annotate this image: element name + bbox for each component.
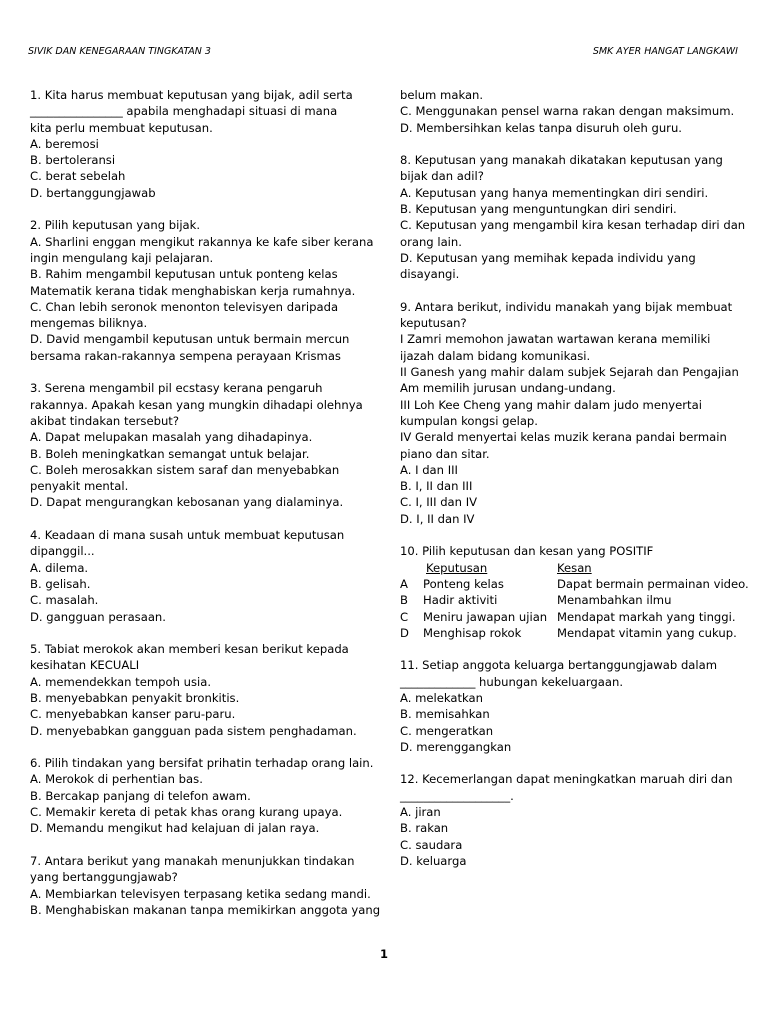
question-line: kita perlu membuat keputusan. [30,120,213,135]
question-line: B. menyebabkan penyakit bronkitis. [30,690,240,705]
question-line: Matematik kerana tidak menghabiskan kerja rumahnya. [30,283,356,298]
q10-row-letter: A [400,576,408,591]
question-block [30,641,382,739]
header-school: SMK AYER HANGAT LANGKAWI [592,46,738,57]
question-line: D. gangguan perasaan. [30,609,166,624]
question-line: _____________ hubungan kekeluargaan. [400,674,623,689]
question-line: B. I, II dan III [400,479,473,494]
question-line: 6. Pilih tindakan yang bersifat prihatin terhadap orang lain. [30,756,374,771]
question-line: 2. Pilih keputusan yang bijak. [30,218,201,233]
question-line: D. Memandu mengikut had kelajuan di jalan raya. [30,821,320,836]
question-line: D. Keputusan yang memihak kepada individu yang [400,250,696,265]
question-line: B. gelisah. [30,576,91,591]
question-line: ________________ apabila menghadapi situasi di mana [30,104,338,119]
question-line: 7. Antara berikut yang manakah menunjukkan tindakan [30,853,355,868]
page-header [28,46,738,60]
question-line: ingin mengulang kaji pelajaran. [30,250,214,265]
right-column [400,87,750,869]
question-line: C. I, III dan IV [400,495,478,510]
question-block [400,152,750,282]
question-line: bijak dan adil? [400,169,484,184]
question-line: B. bertoleransi [30,153,116,168]
q10-row-letter: C [400,609,409,624]
question-line: D. keluarga [400,853,467,868]
question-line: piano dan sitar. [400,446,490,461]
q10-row-kesan: Dapat bermain permainan video. [557,576,749,591]
question-line: B. Keputusan yang menguntungkan diri sendiri. [400,202,677,217]
q10-header-keputusan: Keputusan [426,560,488,575]
question-line: B. rakan [400,821,449,836]
question-line: A. Sharlini enggan mengikut rakannya ke kafe siber kerana [30,234,374,249]
question-block [30,755,382,836]
question-line: Am memilih jurusan undang-undang. [400,381,616,396]
q10-row-kesan: Mendapat vitamin yang cukup. [557,625,737,640]
question-line: A. Membiarkan televisyen terpasang ketika sedang mandi. [30,886,371,901]
question-line: 11. Setiap anggota keluarga bertanggungjawab dalam [400,658,718,673]
question-line: A. beremosi [30,136,99,151]
question-line: B. Boleh meningkatkan semangat untuk belajar. [30,446,310,461]
question-line: 4. Keadaan di mana susah untuk membuat keputusan [30,528,345,543]
q10-row-kesan: Menambahkan ilmu [557,593,672,608]
question-line: A. dilema. [30,560,89,575]
question-line: 9. Antara berikut, individu manakah yang bijak membuat [400,299,733,314]
question-line: 1. Kita harus membuat keputusan yang bijak, adil serta [30,88,353,102]
question-line: kumpulan kongsi gelap. [400,413,538,428]
question-line: 8. Keputusan yang manakah dikatakan keputusan yang [400,153,723,168]
question-line: C. mengeratkan [400,723,494,738]
question-line: orang lain. [400,234,462,249]
question-line: A. melekatkan [400,690,484,705]
question-line: rakannya. Apakah kesan yang mungkin dihadapi olehnya [30,397,363,412]
question-line: B. memisahkan [400,707,490,722]
question-line: akibat tindakan tersebut? [30,413,179,428]
question-line: D. bertanggungjawab [30,185,156,200]
right-column-top [400,87,750,560]
question-line: D. Membersihkan kelas tanpa disuruh oleh guru. [400,120,682,135]
question-line: IV Gerald menyertai kelas muzik kerana pandai bermain [400,430,727,445]
question-line: B. Rahim mengambil keputusan untuk ponteng kelas [30,267,338,282]
question-block [400,771,750,869]
question-block [400,657,750,755]
question-block [400,87,750,136]
question-line: yang bertanggungjawab? [30,870,178,885]
q10-table [400,560,750,641]
question-block [400,299,750,527]
left-column [30,87,382,918]
question-line: bersama rakan-rakannya sempena perayaan Krismas [30,348,341,363]
question-line: C. saudara [400,837,463,852]
q10-row-kesan: Mendapat markah yang tinggi. [557,609,736,624]
q10-row-letter: D [400,625,409,640]
question-line: mengemas biliknya. [30,316,148,331]
question-line: III Loh Kee Cheng yang mahir dalam judo menyertai [400,397,702,412]
question-line: B. Menghabiskan makanan tanpa memikirkan anggota yang [30,902,381,917]
question-line: disayangi. [400,267,460,282]
question-line: II Ganesh yang mahir dalam subjek Sejarah dan Pengajian [400,365,739,380]
question-block [400,543,750,559]
header-subject: SIVIK DAN KENEGARAAN TINGKATAN 3 [28,46,211,57]
question-block [30,853,382,918]
question-block [30,217,382,364]
q10-row-keputusan: Meniru jawapan ujian [423,609,548,624]
question-line: D. Dapat mengurangkan kebosanan yang dialaminya. [30,495,344,510]
question-line: 12. Kecemerlangan dapat meningkatkan maruah diri dan [400,772,733,787]
question-line: dipanggil... [30,544,95,559]
question-line: D. merenggangkan [400,739,512,754]
page-number: 1 [379,947,388,961]
q10-row-keputusan: Ponteng kelas [423,576,504,591]
question-line: C. Chan lebih seronok menonton televisyen daripada [30,299,339,314]
question-line: C. berat sebelah [30,169,126,184]
question-line: A. memendekkan tempoh usia. [30,674,212,689]
question-line: 10. Pilih keputusan dan kesan yang POSITIF [400,544,654,559]
question-line: C. menyebabkan kanser paru-paru. [30,707,236,722]
question-block [30,87,382,201]
question-line: A. Merokok di perhentian bas. [30,772,203,787]
q10-row-keputusan: Menghisap rokok [423,625,522,640]
question-line: ___________________. [400,788,514,803]
question-line: A. jiran [400,805,441,820]
right-column-bottom [400,657,750,869]
question-line: 3. Serena mengambil pil ecstasy kerana pengaruh [30,381,323,396]
question-line: D. menyebabkan gangguan pada sistem penghadaman. [30,723,357,738]
question-line: 5. Tabiat merokok akan memberi kesan berikut kepada [30,642,349,657]
question-block [30,527,382,625]
question-line: D. I, II dan IV [400,511,475,526]
question-line: B. Bercakap panjang di telefon awam. [30,788,251,803]
question-line: A. Dapat melupakan masalah yang dihadapinya. [30,430,313,445]
question-line: belum makan. [400,88,484,102]
question-line: I Zamri memohon jawatan wartawan kerana memiliki [400,332,711,347]
question-line: D. David mengambil keputusan untuk bermain mercun [30,332,350,347]
question-line: C. Menggunakan pensel warna rakan dengan maksimum. [400,104,735,119]
question-line: penyakit mental. [30,479,129,494]
question-line: A. I dan III [400,462,458,477]
question-block [30,380,382,510]
question-line: C. masalah. [30,593,99,608]
q10-header-kesan: Kesan [557,560,592,575]
question-line: C. Memakir kereta di petak khas orang kurang upaya. [30,805,343,820]
question-line: keputusan? [400,316,467,331]
question-line: C. Keputusan yang mengambil kira kesan terhadap diri dan [400,218,746,233]
q10-row-keputusan: Hadir aktiviti [423,593,498,608]
q10-row-letter: B [400,593,408,608]
question-line: kesihatan KECUALI [30,658,140,673]
question-line: C. Boleh merosakkan sistem saraf dan menyebabkan [30,462,340,477]
question-line: A. Keputusan yang hanya mementingkan diri sendiri. [400,185,709,200]
question-line: ijazah dalam bidang komunikasi. [400,348,591,363]
